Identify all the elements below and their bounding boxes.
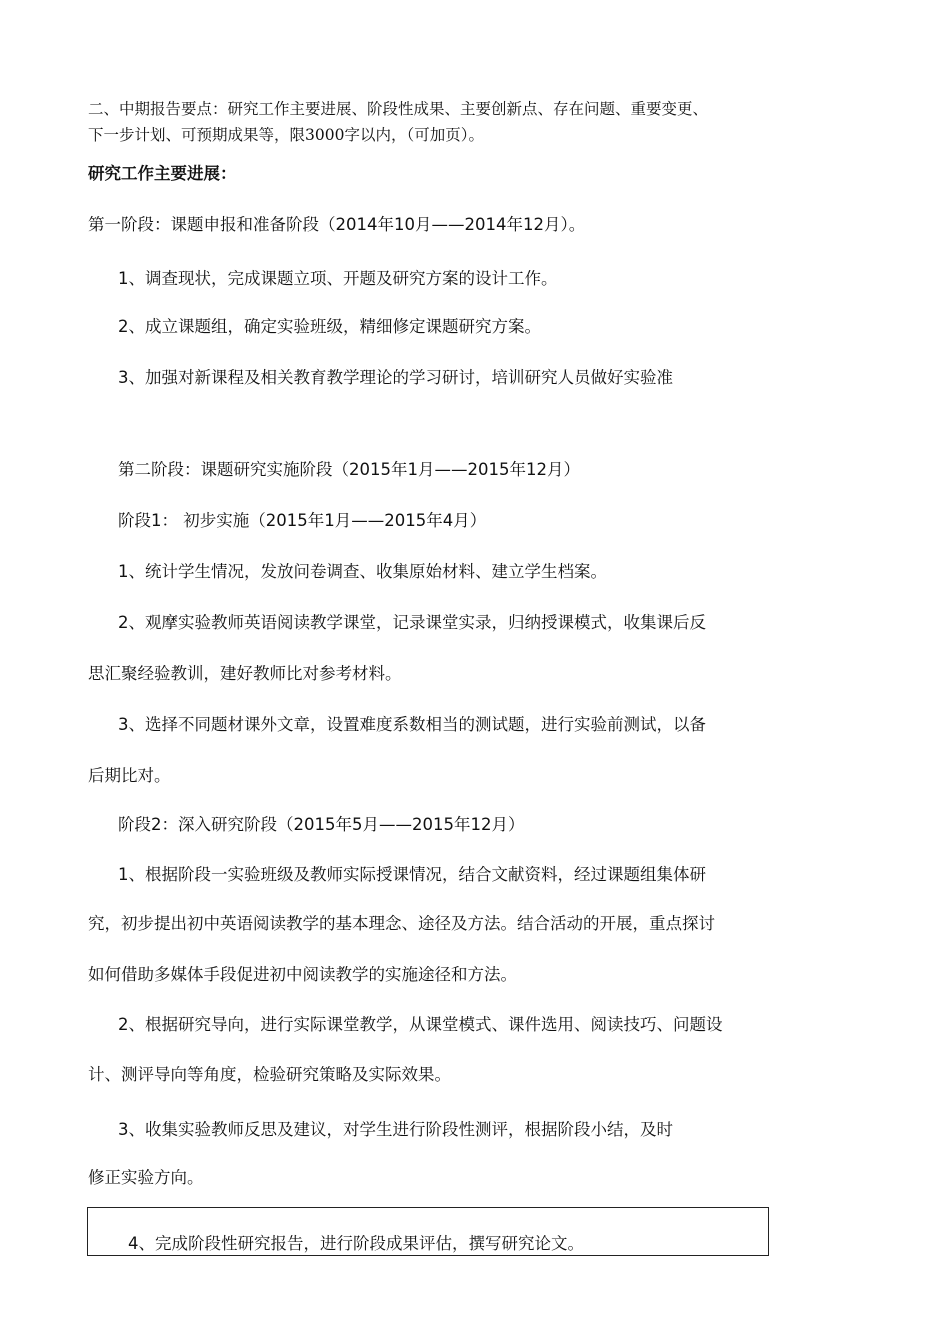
phase2-item-1-line-3: 如何借助多媒体手段促进初中阅读教学的实施途径和方法。 [88, 965, 517, 984]
phase1-item-2-line-2: 思汇聚经验教训，建好教师比对参考材料。 [88, 664, 402, 683]
phase2-item-2-line-2: 计、测评导向等角度，检验研究策略及实际效果。 [88, 1065, 451, 1084]
phase2-item-4: 4、完成阶段性研究报告，进行阶段成果评估，撰写研究论文。 [128, 1234, 584, 1253]
phase1-item-3-line-2: 后期比对。 [88, 766, 171, 785]
report-requirements-line-2: 下一步计划、可预期成果等，限3000字以内，（可加页）。 [88, 126, 484, 144]
report-requirements-line-1: 二、中期报告要点：研究工作主要进展、阶段性成果、主要创新点、存在问题、重要变更、 [88, 100, 709, 118]
phase2-item-1-line-1: 1、根据阶段一实验班级及教师实际授课情况，结合文献资料，经过课题组集体研 [118, 865, 706, 884]
phase2-item-3-line-2: 修正实验方向。 [88, 1168, 204, 1187]
phase1-item-1: 1、统计学生情况，发放问卷调查、收集原始材料、建立学生档案。 [118, 562, 607, 581]
stage1-item-3: 3、加强对新课程及相关教育教学理论的学习研讨，培训研究人员做好实验准 [118, 368, 673, 387]
phase2-item-2-line-1: 2、根据研究导向，进行实际课堂教学，从课堂模式、课件选用、阅读技巧、问题设 [118, 1015, 723, 1034]
stage1-item-1: 1、调查现状，完成课题立项、开题及研究方案的设计工作。 [118, 269, 558, 288]
stage1-item-2: 2、成立课题组，确定实验班级，精细修定课题研究方案。 [118, 317, 541, 336]
phase2-item-3-line-1: 3、收集实验教师反思及建议，对学生进行阶段性测评，根据阶段小结，及时 [118, 1120, 673, 1139]
stage2-title: 第二阶段：课题研究实施阶段（2015年1月——2015年12月） [118, 460, 580, 479]
phase1-title: 阶段1： 初步实施（2015年1月——2015年4月） [118, 511, 487, 530]
phase2-title: 阶段2：深入研究阶段（2015年5月——2015年12月） [118, 815, 525, 834]
section-title: 研究工作主要进展： [88, 164, 237, 183]
phase1-item-3-line-1: 3、选择不同题材课外文章，设置难度系数相当的测试题，进行实验前测试，以备 [118, 715, 706, 734]
phase2-item-1-line-2: 究，初步提出初中英语阅读教学的基本理念、途径及方法。结合活动的开展，重点探讨 [88, 914, 715, 933]
stage1-title: 第一阶段：课题申报和准备阶段（2014年10月——2014年12月）。 [88, 215, 586, 234]
phase1-item-2-line-1: 2、观摩实验教师英语阅读教学课堂，记录课堂实录，归纳授课模式，收集课后反 [118, 613, 706, 632]
